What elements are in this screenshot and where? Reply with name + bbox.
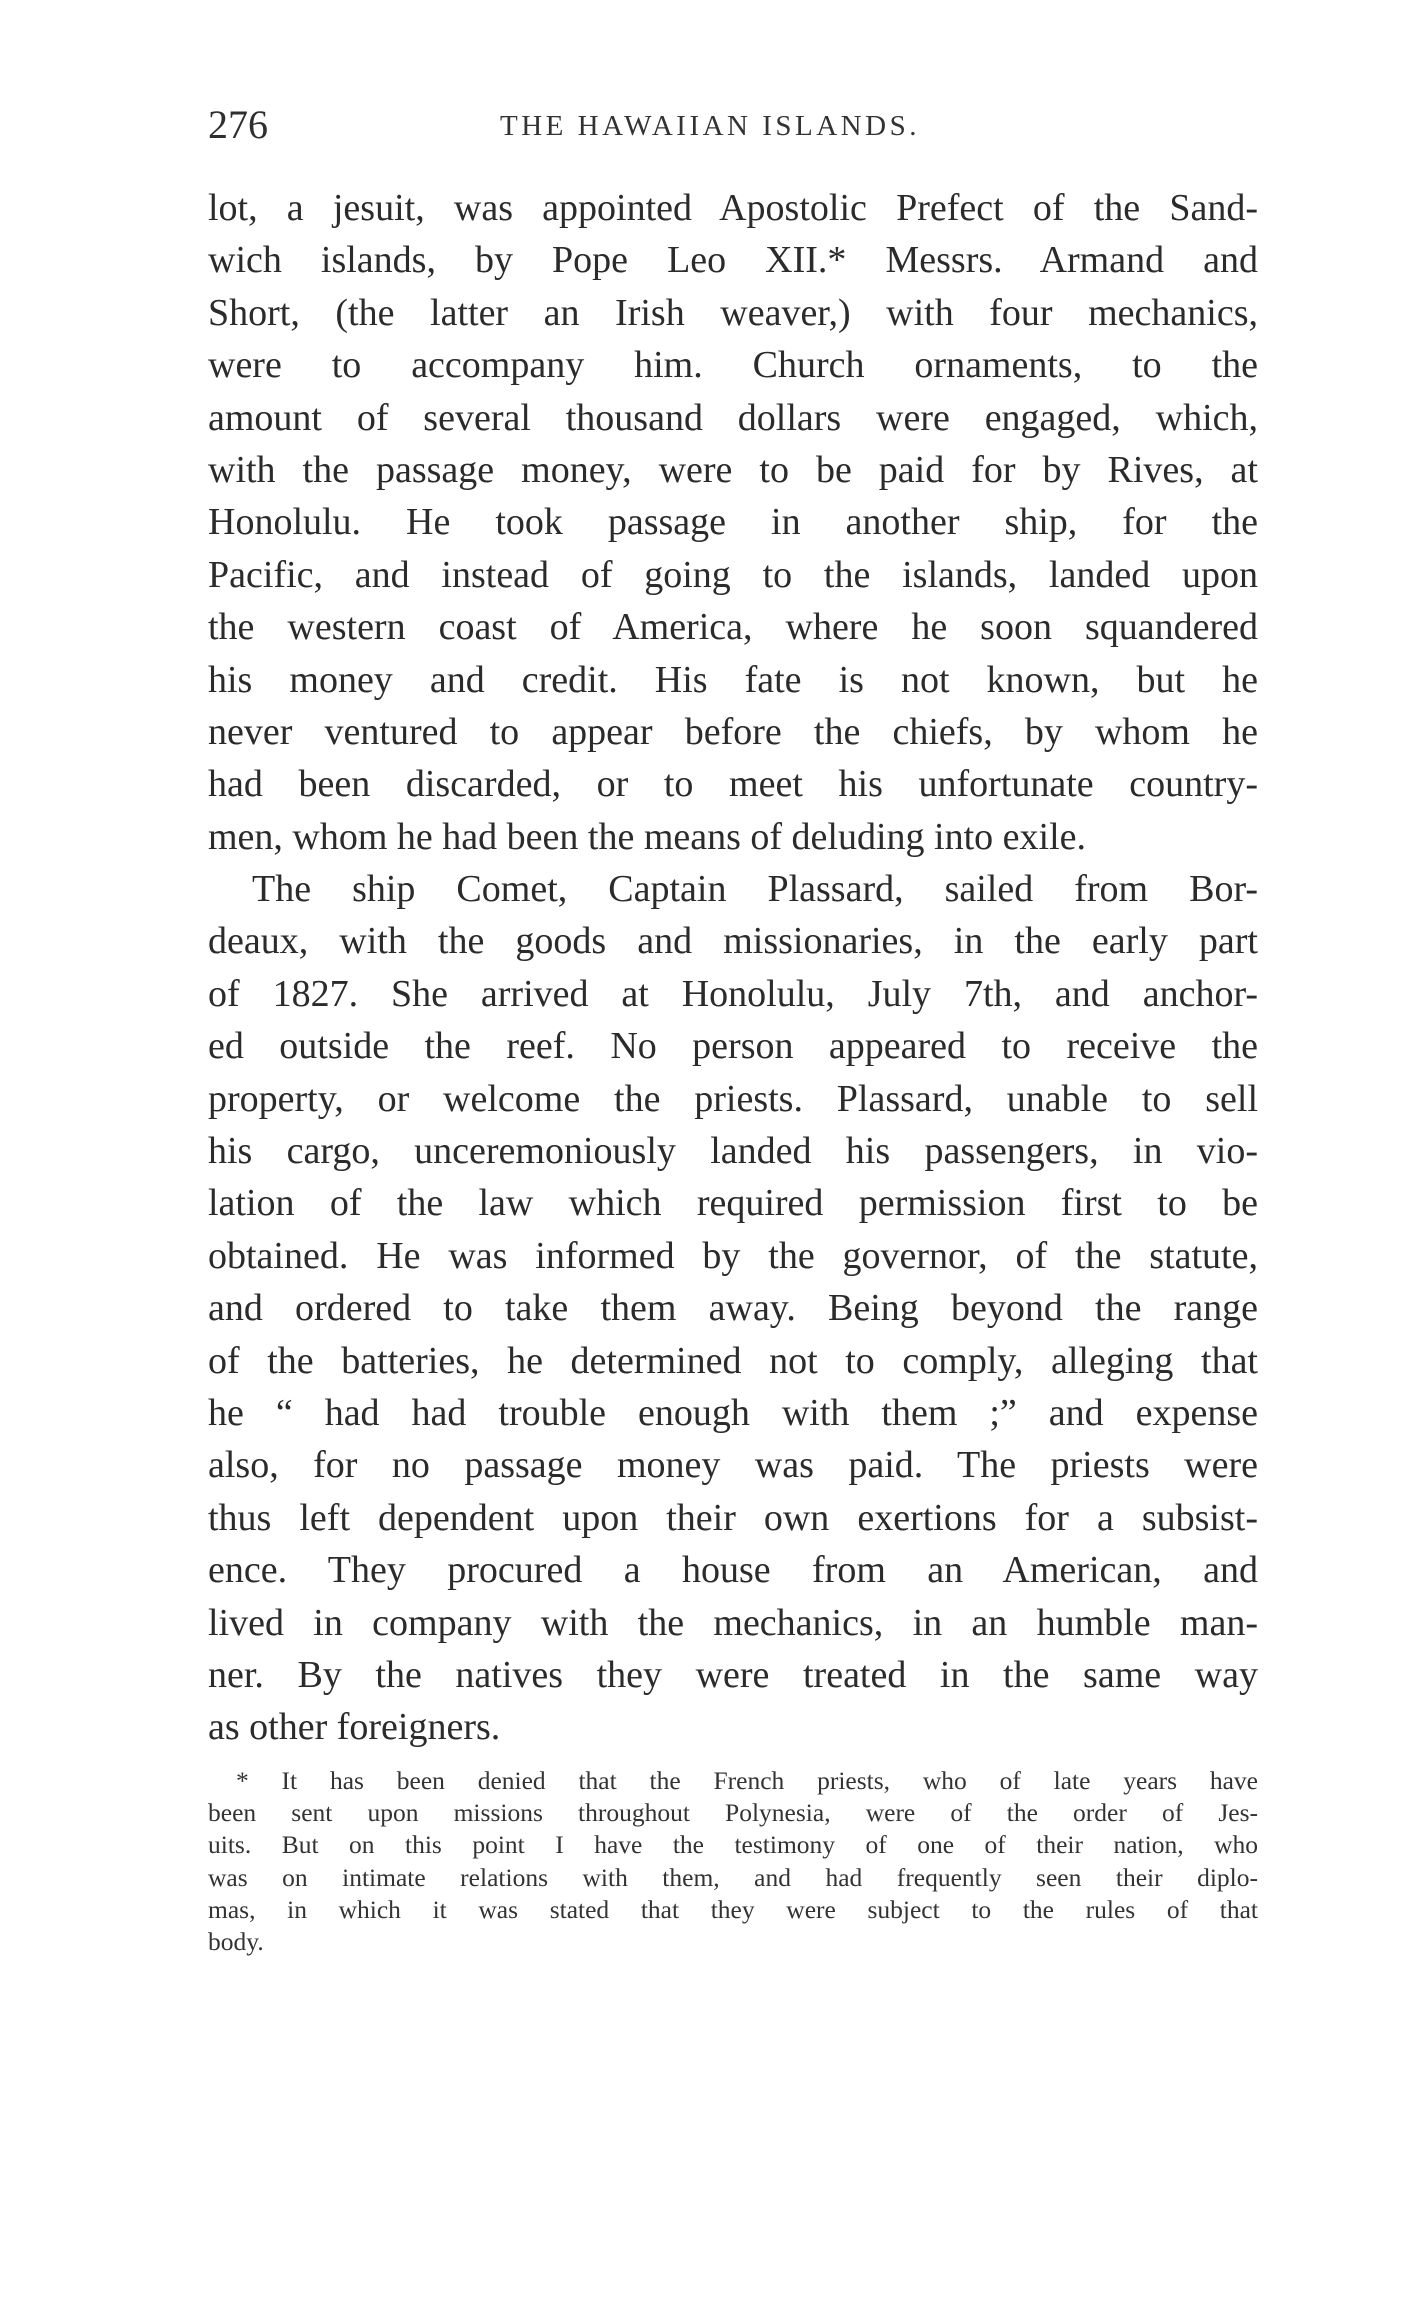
body-line: amount of several thousand dollars were engaged, which,: [208, 396, 1258, 439]
body-line: the western coast of America, where he soon squandered: [208, 606, 1258, 649]
footnote-line: body.: [208, 1926, 264, 1956]
body-line: of 1827. She arrived at Honolulu, July 7th, and anchor-: [208, 972, 1258, 1015]
body-line: lived in company with the mechanics, in an humble man-: [208, 1601, 1258, 1644]
body-line: his cargo, unceremoniously landed his passengers, in vio-: [208, 1130, 1258, 1173]
body-line: his money and credit. His fate is not known, but he: [208, 658, 1258, 701]
body-line: ed outside the reef. No person appeared to receive the: [208, 1025, 1258, 1068]
body-line: thus left dependent upon their own exertions for a subsist-: [208, 1496, 1258, 1539]
body-line: ence. They procured a house from an American, and: [208, 1549, 1258, 1592]
body-line: deaux, with the goods and missionaries, in the early part: [208, 920, 1258, 963]
body-line: with the passage money, were to be paid for by Rives, at: [208, 448, 1258, 491]
body-line: men, whom he had been the means of deluding into exile.: [208, 815, 1086, 858]
running-title: THE HAWAIIAN ISLANDS.: [500, 110, 920, 142]
footnote-line: uits. But on this point I have the testimony of one of their nation, who: [208, 1830, 1258, 1860]
body-line: ner. By the natives they were treated in the same way: [208, 1653, 1258, 1696]
body-line: Pacific, and instead of going to the islands, landed upon: [208, 553, 1258, 596]
body-line: lot, a jesuit, was appointed Apostolic Prefect of the Sand-: [208, 187, 1258, 229]
body-line: as other foreigners.: [208, 1706, 501, 1749]
body-line: lation of the law which required permission first to be: [208, 1182, 1258, 1225]
footnote: [208, 1765, 1258, 1958]
body-line: wich islands, by Pope Leo XII.* Messrs. Armand and: [208, 239, 1258, 282]
body-line: also, for no passage money was paid. The priests were: [208, 1444, 1258, 1487]
body-line: were to accompany him. Church ornaments, to the: [208, 344, 1258, 387]
body-line: had been discarded, or to meet his unfortunate country-: [208, 763, 1258, 806]
body-line: never ventured to appear before the chiefs, by whom he: [208, 710, 1258, 753]
footnote-line: * It has been denied that the French priests, who of late years have: [236, 1766, 1258, 1795]
footnote-line: been sent upon missions throughout Polynesia, were of the order of Jes-: [208, 1798, 1258, 1828]
body-line: and ordered to take them away. Being beyond the range: [208, 1287, 1258, 1330]
body-line: obtained. He was informed by the governor, of the statute,: [208, 1234, 1258, 1277]
page-number: 276: [208, 102, 268, 147]
body-text: [208, 182, 1258, 1754]
body-line: of the batteries, he determined not to comply, alleging that: [208, 1339, 1258, 1382]
body-line: Honolulu. He took passage in another ship, for the: [208, 501, 1258, 544]
body-line: Short, (the latter an Irish weaver,) with four mechanics,: [208, 291, 1258, 334]
body-line: The ship Comet, Captain Plassard, sailed from Bor-: [252, 868, 1258, 911]
body-line: he “ had had trouble enough with them ;” and expense: [208, 1391, 1258, 1434]
footnote-line: was on intimate relations with them, and had frequently seen their diplo-: [208, 1862, 1258, 1892]
page-header: [208, 100, 1258, 150]
body-line: property, or welcome the priests. Plassard, unable to sell: [208, 1077, 1258, 1120]
footnote-line: mas, in which it was stated that they were subject to the rules of that: [208, 1894, 1258, 1924]
